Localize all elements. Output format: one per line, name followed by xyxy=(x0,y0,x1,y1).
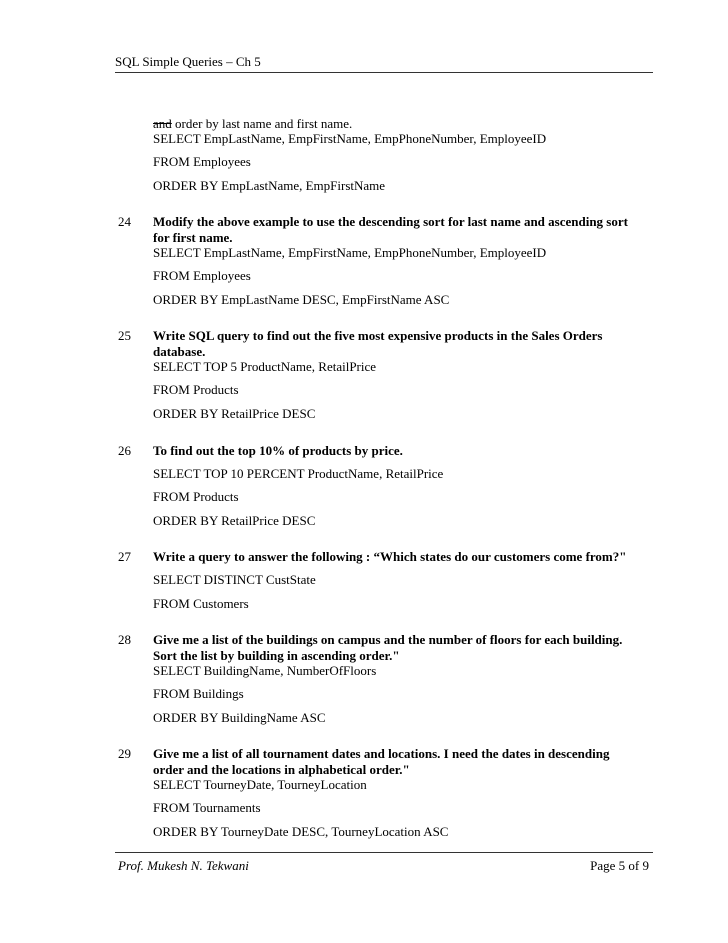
code-line: SELECT BuildingName, NumberOfFloors xyxy=(153,663,377,678)
item-number: 26 xyxy=(118,443,131,458)
code-line: SELECT TOP 10 PERCENT ProductName, RetailPrice xyxy=(153,466,444,481)
code-line: SELECT TourneyDate, TourneyLocation xyxy=(153,777,367,792)
code-line: FROM Products xyxy=(153,489,239,504)
intro-rest: order by last name and first name. xyxy=(171,116,353,131)
code-line: ORDER BY RetailPrice DESC xyxy=(153,513,316,528)
page-number: Page 5 of 9 xyxy=(590,858,649,873)
header-rule xyxy=(115,72,653,73)
code-line: SELECT EmpLastName, EmpFirstName, EmpPhoneNumber, EmployeeID xyxy=(153,131,547,146)
code-line: ORDER BY EmpLastName DESC, EmpFirstName ASC xyxy=(153,292,450,307)
item-number: 25 xyxy=(118,328,131,343)
code-line: FROM Buildings xyxy=(153,686,244,701)
code-line: ORDER BY BuildingName ASC xyxy=(153,710,326,725)
code-line: FROM Employees xyxy=(153,154,251,169)
code-line: ORDER BY EmpLastName, EmpFirstName xyxy=(153,178,386,193)
item-number: 28 xyxy=(118,632,131,647)
question-line: Write SQL query to find out the five most expensive products in the Sales Orders xyxy=(153,328,603,343)
header-title: SQL Simple Queries – Ch 5 xyxy=(115,54,261,69)
item-number: 27 xyxy=(118,549,131,564)
question-line: Give me a list of the buildings on campus and the number of floors for each building. xyxy=(153,632,623,647)
item-number: 24 xyxy=(118,214,131,229)
struck-word: and xyxy=(153,116,172,131)
code-line: FROM Tournaments xyxy=(153,800,261,815)
code-line: FROM Employees xyxy=(153,268,251,283)
question-line: Modify the above example to use the descending sort for last name and ascending sort xyxy=(153,214,628,229)
intro-text xyxy=(153,116,352,132)
code-line: SELECT EmpLastName, EmpFirstName, EmpPhoneNumber, EmployeeID xyxy=(153,245,547,260)
item-number: 29 xyxy=(118,746,131,761)
question-line: To find out the top 10% of products by price. xyxy=(153,443,403,458)
question-line: Give me a list of all tournament dates and locations. I need the dates in descending xyxy=(153,746,610,761)
question-line: for first name. xyxy=(153,230,233,245)
code-line: ORDER BY TourneyDate DESC, TourneyLocation ASC xyxy=(153,824,449,839)
footer-author: Prof. Mukesh N. Tekwani xyxy=(118,858,249,873)
code-line: FROM Products xyxy=(153,382,239,397)
question-line: order and the locations in alphabetical order." xyxy=(153,762,410,777)
code-line: FROM Customers xyxy=(153,596,249,611)
question-line: database. xyxy=(153,344,206,359)
question-line: Write a query to answer the following : “Which states do our customers come from?" xyxy=(153,549,627,564)
question-line: Sort the list by building in ascending order." xyxy=(153,648,400,663)
footer-rule xyxy=(115,852,653,853)
code-line: ORDER BY RetailPrice DESC xyxy=(153,406,316,421)
code-line: SELECT DISTINCT CustState xyxy=(153,572,316,587)
code-line: SELECT TOP 5 ProductName, RetailPrice xyxy=(153,359,377,374)
